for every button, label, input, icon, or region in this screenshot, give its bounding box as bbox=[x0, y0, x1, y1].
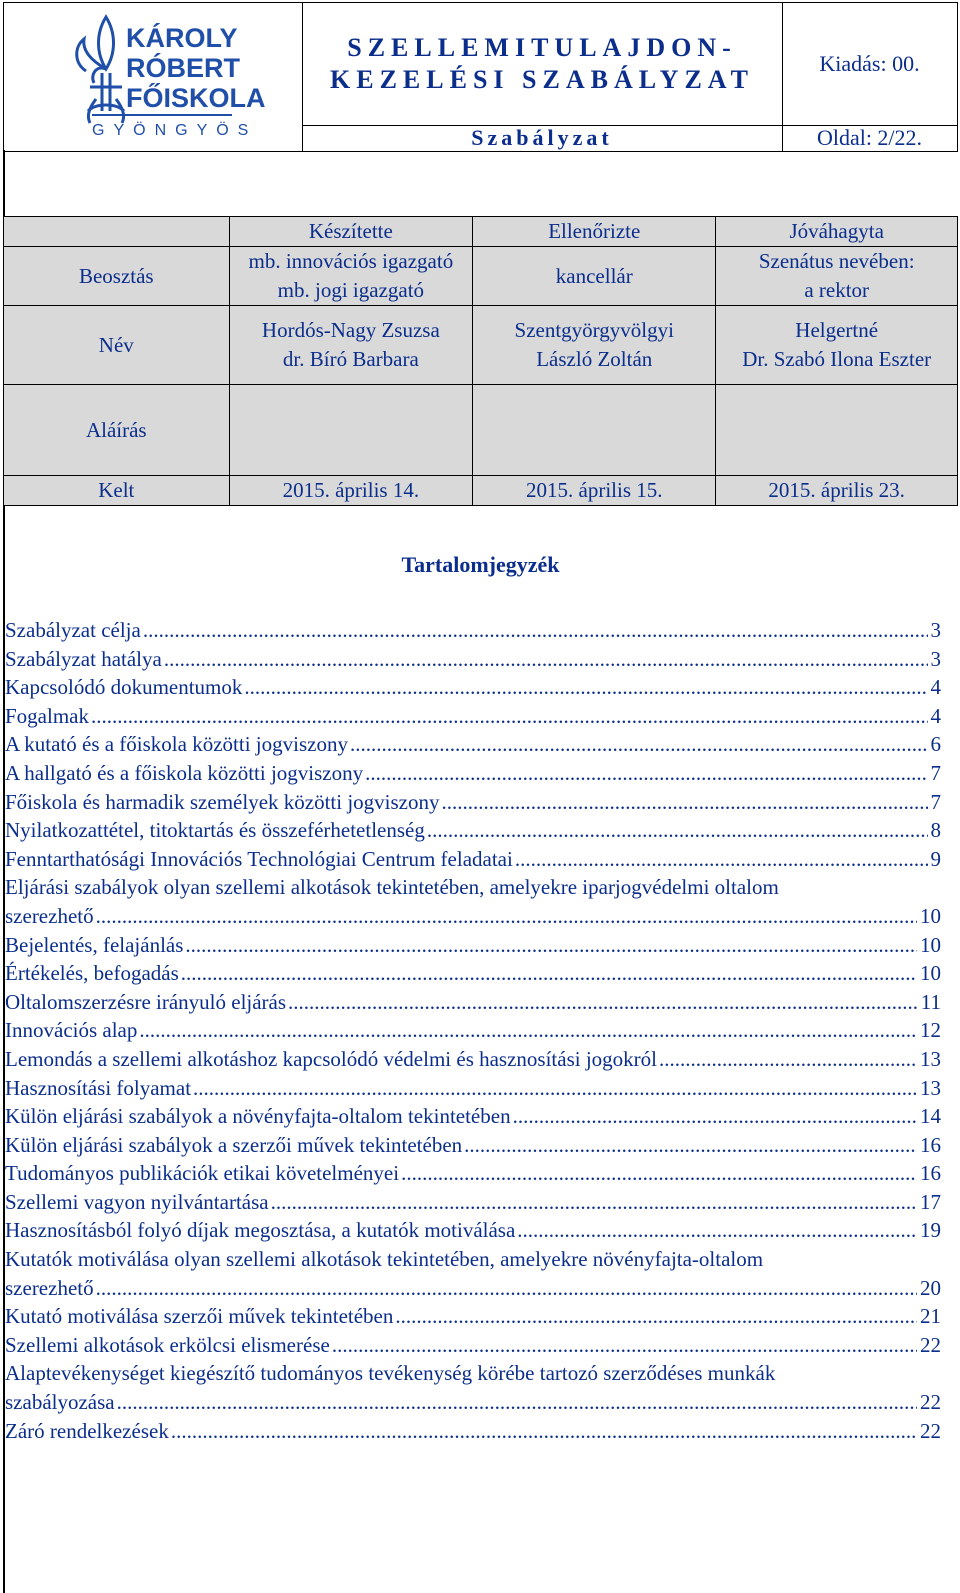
toc-page-number: 6 bbox=[930, 732, 941, 757]
toc-page-number: 21 bbox=[920, 1304, 941, 1329]
date-prepared: 2015. április 14. bbox=[229, 476, 473, 506]
toc-page-number: 11 bbox=[920, 989, 941, 1014]
toc-entry-title: Külön eljárási szabályok a növényfajta-oltalom tekintetében bbox=[5, 1104, 511, 1129]
table-row-date bbox=[4, 476, 958, 506]
logo-line1: KÁROLY bbox=[126, 23, 238, 53]
toc-page-number: 8 bbox=[930, 818, 941, 843]
position-approved bbox=[716, 247, 958, 306]
signature-checked bbox=[473, 385, 716, 476]
toc-entry-title: Kutató motiválása szerzői művek tekintetében bbox=[5, 1304, 394, 1329]
toc-dot-leader bbox=[515, 845, 928, 874]
toc-entry-title: Szellemi vagyon nyilvántartása bbox=[5, 1189, 269, 1214]
toc-entry-title: A hallgató és a főiskola közötti jogviszony bbox=[5, 760, 364, 785]
position-prepared-line1: mb. innovációs igazgató bbox=[248, 249, 454, 273]
corner-cell bbox=[4, 217, 230, 247]
toc-entry[interactable] bbox=[5, 988, 941, 1017]
toc-page-number: 22 bbox=[920, 1418, 941, 1443]
toc-entry-title: Szabályzat hatálya bbox=[5, 646, 162, 671]
toc-entry-title: Külön eljárási szabályok a szerzői művek tekintetében bbox=[5, 1132, 463, 1157]
toc-page-number: 4 bbox=[930, 675, 941, 700]
toc-entry-title: Tudományos publikációk etikai követelményei bbox=[5, 1161, 400, 1186]
toc-dot-leader bbox=[365, 759, 927, 788]
toc-entry-first-line[interactable]: Alaptevékenységet kiegészítő tudományos tevékenység körébe tartozó szerződéses munkák bbox=[5, 1361, 776, 1386]
toc-entry-title: Hasznosításból folyó díjak megosztása, a kutatók motiválása bbox=[5, 1218, 516, 1243]
logo-line2: RÓBERT bbox=[126, 53, 240, 83]
toc-dot-leader bbox=[332, 1331, 917, 1360]
toc-entry[interactable] bbox=[5, 959, 941, 988]
row-label-position: Beosztás bbox=[4, 247, 230, 306]
toc-entry-title: Oltalomszerzésre irányuló eljárás bbox=[5, 989, 287, 1014]
toc-dot-leader bbox=[244, 673, 927, 702]
position-prepared bbox=[229, 247, 473, 306]
toc-dot-leader bbox=[427, 816, 928, 845]
toc-dot-leader bbox=[395, 1302, 917, 1331]
toc-entry-title: Szellemi alkotások erkölcsi elismerése bbox=[5, 1332, 330, 1357]
name-prepared-line2: dr. Bíró Barbara bbox=[282, 347, 419, 371]
toc-entry[interactable] bbox=[5, 1131, 941, 1160]
title-line2: KEZELÉSI SZABÁLYZAT bbox=[330, 65, 754, 94]
toc-entry-title: Fenntarthatósági Innovációs Technológiai Centrum feladatai bbox=[5, 846, 513, 871]
toc-entry-title: Kapcsolódó dokumentumok bbox=[5, 675, 243, 700]
toc-dot-leader bbox=[96, 1274, 917, 1303]
toc-page-number: 3 bbox=[930, 646, 941, 671]
toc-entry[interactable] bbox=[5, 616, 941, 645]
toc-page-number: 10 bbox=[920, 903, 941, 928]
toc-entry[interactable] bbox=[5, 730, 941, 759]
toc-dot-leader bbox=[350, 730, 928, 759]
toc-entry-title: A kutató és a főiskola közötti jogviszony bbox=[5, 732, 348, 757]
name-checked-line2: László Zoltán bbox=[536, 347, 653, 371]
toc-dot-leader bbox=[171, 1417, 917, 1446]
toc-dot-leader bbox=[181, 959, 917, 988]
toc-entry[interactable] bbox=[5, 1159, 941, 1188]
page-number: Oldal: 2/22. bbox=[816, 125, 923, 150]
table-row-signature bbox=[4, 385, 958, 476]
toc-entry[interactable] bbox=[5, 788, 941, 817]
toc-entry-title: Nyilatkozattétel, titoktartás és összeférhetetlenség bbox=[5, 818, 425, 843]
name-approved-line1: Helgertné bbox=[795, 318, 879, 342]
row-label-date: Kelt bbox=[4, 476, 230, 506]
toc-entry[interactable] bbox=[5, 845, 941, 874]
toc-page-number: 20 bbox=[920, 1275, 941, 1300]
position-prepared-line2: mb. jogi igazgató bbox=[277, 278, 425, 302]
signature-prepared bbox=[229, 385, 473, 476]
toc-entry-title: szerezhető bbox=[5, 1275, 94, 1300]
logo-line3: FŐISKOLA bbox=[126, 83, 266, 113]
toc-page-number: 9 bbox=[930, 846, 941, 871]
toc-dot-leader bbox=[117, 1388, 917, 1417]
toc-dot-leader bbox=[659, 1045, 917, 1074]
toc-entry[interactable] bbox=[5, 1102, 941, 1131]
signature-approved bbox=[716, 385, 958, 476]
toc-page-number: 4 bbox=[930, 703, 941, 728]
toc-entry-title: szerezhető bbox=[5, 903, 94, 928]
toc-dot-leader bbox=[517, 1216, 917, 1245]
table-row-position bbox=[4, 247, 958, 306]
toc-entry-title: Fogalmak bbox=[5, 703, 89, 728]
toc-entry[interactable] bbox=[5, 931, 941, 960]
toc-dot-leader bbox=[185, 931, 917, 960]
toc-entry-title: Értékelés, befogadás bbox=[5, 961, 179, 986]
toc-entry-title: Szabályzat célja bbox=[5, 618, 141, 642]
toc-page-number: 17 bbox=[920, 1189, 941, 1214]
position-checked: kancellár bbox=[473, 247, 716, 306]
toc-dot-leader bbox=[164, 645, 928, 674]
toc-page-number: 14 bbox=[920, 1104, 941, 1129]
toc-entry-first-line[interactable]: Kutatók motiválása olyan szellemi alkotások tekintetében, amelyekre növényfajta-oltalom bbox=[5, 1247, 764, 1272]
toc-entry-title: Lemondás a szellemi alkotáshoz kapcsolódó védelmi és hasznosítási jogokról bbox=[5, 1046, 658, 1071]
table-header-row bbox=[4, 217, 958, 247]
title-line1: SZELLEMITULAJDON- bbox=[347, 33, 737, 62]
toc-page-number: 13 bbox=[920, 1046, 941, 1071]
toc-entry-title: Innovációs alap bbox=[5, 1018, 138, 1043]
toc-dot-leader bbox=[143, 616, 928, 645]
name-approved bbox=[716, 306, 958, 385]
toc-entry-title: Záró rendelkezések bbox=[5, 1418, 169, 1443]
row-label-name: Név bbox=[4, 306, 230, 385]
date-checked: 2015. április 15. bbox=[473, 476, 716, 506]
toc-page-number: 19 bbox=[920, 1218, 941, 1243]
toc-entry[interactable] bbox=[5, 1274, 941, 1303]
column-header-checked: Ellenőrizte bbox=[473, 217, 716, 247]
toc-page-number: 22 bbox=[920, 1390, 941, 1415]
name-checked bbox=[473, 306, 716, 385]
toc-entry-first-line[interactable]: Eljárási szabályok olyan szellemi alkotások tekintetében, amelyekre iparjogvédelmi oltalom bbox=[5, 875, 779, 900]
name-prepared bbox=[229, 306, 473, 385]
toc-entry[interactable] bbox=[5, 1188, 941, 1217]
toc-dot-leader bbox=[91, 702, 928, 731]
table-of-contents bbox=[5, 616, 941, 1445]
toc-entry-title: Hasznosítási folyamat bbox=[5, 1075, 192, 1100]
toc-page-number: 7 bbox=[930, 760, 941, 785]
toc-entry[interactable] bbox=[5, 1388, 941, 1417]
toc-entry[interactable] bbox=[5, 702, 941, 731]
logo-cell bbox=[4, 3, 303, 151]
toc-dot-leader bbox=[442, 788, 928, 817]
column-header-approved: Jóváhagyta bbox=[716, 217, 958, 247]
toc-page-number: 13 bbox=[920, 1075, 941, 1100]
toc-page-number: 3 bbox=[930, 618, 941, 642]
toc-dot-leader bbox=[401, 1159, 917, 1188]
position-approved-line2: a rektor bbox=[804, 278, 870, 302]
toc-entry[interactable] bbox=[5, 816, 941, 845]
toc-entry[interactable] bbox=[5, 1417, 941, 1446]
toc-page-number: 12 bbox=[920, 1018, 941, 1043]
toc-page-number: 16 bbox=[920, 1161, 941, 1186]
toc-dot-leader bbox=[513, 1102, 917, 1131]
toc-dot-leader bbox=[288, 988, 918, 1017]
approval-table bbox=[3, 216, 958, 506]
toc-entry[interactable] bbox=[5, 673, 941, 702]
toc-dot-leader bbox=[193, 1074, 917, 1103]
toc-entry-title: Bejelentés, felajánlás bbox=[5, 932, 184, 957]
toc-entry[interactable] bbox=[5, 759, 941, 788]
toc-page-number: 10 bbox=[920, 932, 941, 957]
toc-entry-title: szabályozása bbox=[5, 1390, 115, 1415]
toc-entry[interactable] bbox=[5, 1074, 941, 1103]
toc-entry[interactable] bbox=[5, 1302, 941, 1331]
toc-page-number: 22 bbox=[920, 1332, 941, 1357]
document-type: Szabályzat bbox=[302, 125, 783, 151]
document-title bbox=[302, 3, 783, 126]
toc-entry[interactable] bbox=[5, 902, 941, 931]
toc-page-number: 7 bbox=[930, 789, 941, 814]
toc-dot-leader bbox=[139, 1016, 917, 1045]
column-header-prepared: Készítette bbox=[229, 217, 473, 247]
toc-title: Tartalomjegyzék bbox=[401, 552, 560, 577]
institution-logo bbox=[4, 3, 302, 151]
fleur-de-lis-icon bbox=[77, 17, 124, 123]
toc-entry[interactable] bbox=[5, 1016, 941, 1045]
toc-entry-title: Főiskola és harmadik személyek közötti jogviszony bbox=[5, 789, 440, 814]
name-prepared-line1: Hordós-Nagy Zsuzsa bbox=[261, 318, 440, 342]
toc-dot-leader bbox=[271, 1188, 917, 1217]
position-approved-line1: Szenátus nevében: bbox=[758, 249, 915, 273]
toc-entry[interactable] bbox=[5, 1045, 941, 1074]
name-checked-line1: Szentgyörgyvölgyi bbox=[514, 318, 674, 342]
name-approved-line2: Dr. Szabó Ilona Eszter bbox=[742, 347, 932, 371]
toc-dot-leader bbox=[96, 902, 917, 931]
edition-number: Kiadás: 00. bbox=[782, 3, 957, 126]
date-approved: 2015. április 23. bbox=[716, 476, 958, 506]
toc-entry[interactable] bbox=[5, 645, 941, 674]
toc-dot-leader bbox=[464, 1131, 917, 1160]
toc-entry[interactable] bbox=[5, 1331, 941, 1360]
document-header bbox=[3, 2, 958, 152]
row-label-signature: Aláírás bbox=[4, 385, 230, 476]
toc-entry[interactable] bbox=[5, 1216, 941, 1245]
toc-page-number: 16 bbox=[920, 1132, 941, 1157]
toc-page-number: 10 bbox=[920, 961, 941, 986]
logo-line4: GYÖNGYÖS bbox=[92, 122, 258, 139]
table-row-name bbox=[4, 306, 958, 385]
